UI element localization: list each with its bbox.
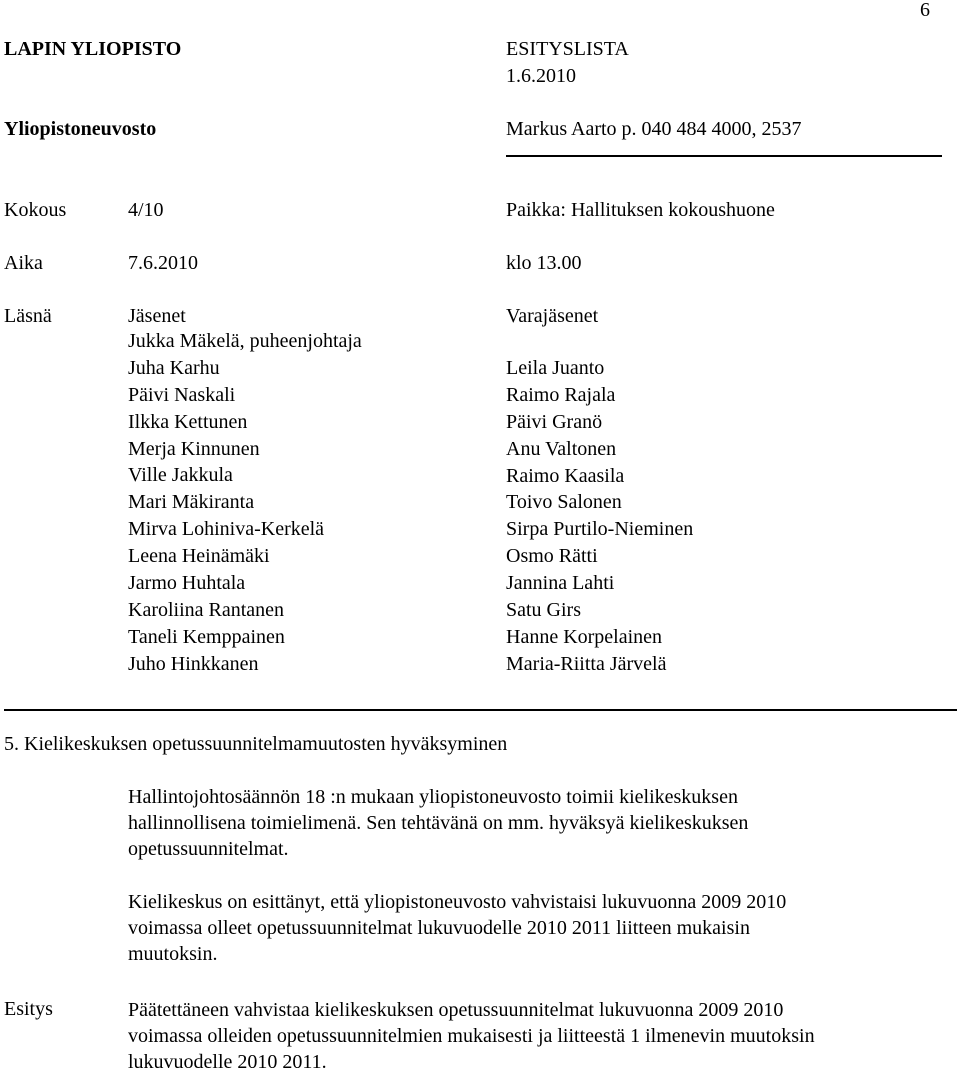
esitys-line: voimassa olleiden opetussuunnitelmien mukaisesti ja liitteestä 1 ilmenevin muutoksin [128,1025,815,1047]
member-name: Ville Jakkula [128,464,233,487]
member-name: Päivi Naskali [128,383,236,406]
members-heading: Jäsenet [128,305,186,327]
header-divider [506,155,942,157]
deputy-name: Jannina Lahti [506,572,615,595]
aika-label: Aika [4,252,43,274]
deputy-name: Satu Girs [506,599,581,622]
deputy-name: Leila Juanto [506,357,605,379]
body-name: Yliopistoneuvosto [4,118,157,140]
members-list [128,328,362,678]
deputies-list [506,355,693,678]
paragraph-line: hallinnollisena toimielimenä. Sen tehtävänä on mm. hyväksyä kielikeskuksen [128,812,749,834]
lasna-label: Läsnä [4,305,52,327]
deputy-name: Raimo Kaasila [506,464,625,487]
esitys-line: lukuvuodelle 2010 2011. [128,1051,327,1073]
member-name: Jukka Mäkelä, puheenjohtaja [128,330,362,352]
item-paragraph-1 [128,784,748,862]
member-name: Juha Karhu [128,356,220,379]
deputy-name: Maria-Riitta Järvelä [506,652,667,675]
member-name: Mirva Lohiniva-Kerkelä [128,518,325,541]
aika-date: 7.6.2010 [128,252,198,274]
paragraph-line: Hallintojohtosäännön 18 :n mukaan yliopistoneuvosto toimii kielikeskuksen [128,786,738,808]
esitys-text [128,997,815,1075]
item-paragraph-2 [128,889,786,967]
member-name: Jarmo Huhtala [128,572,246,595]
deputy-name: Sirpa Purtilo-Nieminen [506,518,694,541]
paragraph-line: opetussuunnitelmat. [128,838,289,860]
org-name: LAPIN YLIOPISTO [4,38,182,60]
aika-time: klo 13.00 [506,252,582,274]
member-name: Juho Hinkkanen [128,652,259,675]
section-divider [4,709,957,711]
member-name: Merja Kinnunen [128,437,260,460]
page-number: 6 [920,0,930,21]
doc-date: 1.6.2010 [506,65,576,87]
member-name: Leena Heinämäki [128,545,270,568]
deputy-name: Anu Valtonen [506,437,617,460]
kokous-label: Kokous [4,199,67,221]
deputy-name: Hanne Korpelainen [506,625,663,648]
member-name: Taneli Kemppainen [128,625,285,648]
presenter: Markus Aarto p. 040 484 4000, 2537 [506,118,802,140]
deputy-name: Raimo Rajala [506,383,616,406]
deputy-name: Osmo Rätti [506,545,598,568]
esitys-line: Päätettäneen vahvistaa kielikeskuksen opetussuunnitelmat lukuvuonna 2009 2010 [128,999,784,1021]
member-name: Ilkka Kettunen [128,410,248,433]
deputy-name: Päivi Granö [506,410,603,433]
deputy-name: Toivo Salonen [506,491,622,514]
paragraph-line: voimassa olleet opetussuunnitelmat lukuvuodelle 2010 2011 liitteen mukaisin [128,917,750,939]
member-name: Mari Mäkiranta [128,491,255,514]
paragraph-line: muutoksin. [128,943,218,965]
member-name: Karoliina Rantanen [128,598,285,621]
paragraph-line: Kielikeskus on esittänyt, että yliopistoneuvosto vahvistaisi lukuvuonna 2009 2010 [128,891,787,913]
kokous-value: 4/10 [128,199,164,221]
deputies-heading: Varajäsenet [506,305,599,327]
doc-type: ESITYSLISTA [506,38,629,60]
esitys-label: Esitys [4,998,53,1020]
item-title: 5. Kielikeskuksen opetussuunnitelmamuutosten hyväksyminen [4,733,508,755]
paikka: Paikka: Hallituksen kokoushuone [506,199,775,221]
